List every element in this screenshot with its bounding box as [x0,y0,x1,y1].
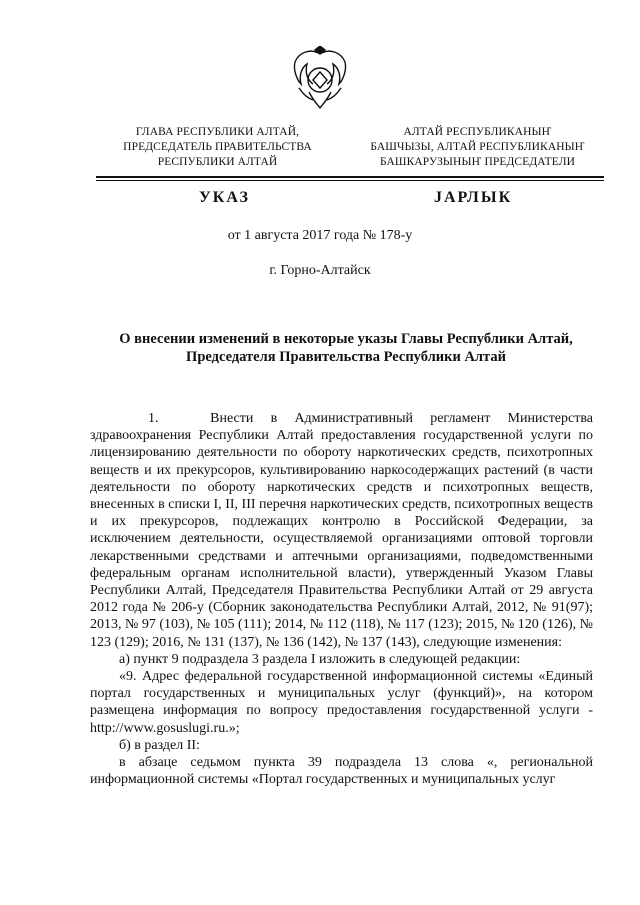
city-line: г. Горно-Алтайск [269,263,371,278]
header-right-line: БАШЧЫЗЫ, АЛТАЙ РЕСПУБЛИКАНЫҤ [370,141,585,153]
header-right-block [350,125,605,170]
header-right-line: БАШКАРУЗЫНЫҤ ПРЕДСЕДАТЕЛИ [379,156,576,168]
header-left-line: ГЛАВА РЕСПУБЛИКИ АЛТАЙ, [135,126,300,138]
document-body [90,410,593,788]
header-left-line: ПРЕДСЕДАТЕЛЬ ПРАВИТЕЛЬСТВА [123,141,312,153]
paragraph: в абзаце седьмом пункта 39 подраздела 13 слова «, региональной информационной системы «Портал государственных и муниципальных услуг [90,755,593,788]
paragraph: а) пункт 9 подраздела 3 раздела I изложить в следующей редакции: [119,651,521,667]
paragraph: «9. Адрес федеральной государственной информационной системы «Единый портал государственных и муниципальных услуг (функций)», на котором размещена информация по вопросу предоставления государственной услуги - http://www.gosuslugi.ru.»; [90,669,593,736]
header-divider-thick [96,176,604,178]
emblem-icon [291,46,349,112]
header-divider-thin [96,180,604,181]
doc-type-alt: JАРЛЫК [434,189,513,206]
header-right-line: АЛТАЙ РЕСПУБЛИКАНЫҤ [403,126,552,138]
header-left-line: РЕСПУБЛИКИ АЛТАЙ [157,156,278,168]
paragraph: 1. Внести в Административный регламент Министерства здравоохранения Республики Алтай предоставления государственной услуги по лицензированию деятельности по обороту наркотических средств, психотропных веществ и их прекурсоров, культивированию наркосодержащих растений (в части деятельности по обороту наркотических средств и психотропных веществ, внесенных в списки I, II, III перечня наркотических средств, психотропных веществ и их прекурсоров, подлежащих контролю в Российской Федерации, за исключением деятельности, осуществляемой организациями оптовой торговли лекарственными средствами и аптечными организациями, подведомственными федеральным органам исполнительной власти), утвержденный Указом Главы Республики Алтай, Председателя Правительства Республики Алтай от 29 августа 2012 года № 206-у (Сборник законодательства Республики Алтай, 2012, № 91(97); 2013, № 97 (103), № 105 (111); 2014, № 112 (118), № 117 (123); 2015, № 120 (126), № 123 (129); 2016, № 131 (137), № 136 (142), № 137 (143), следующие изменения: [90,411,593,650]
header-left-block [110,125,325,170]
doc-type-ru: УКАЗ [199,189,250,206]
paragraph: б) в раздел II: [119,737,200,753]
document-title: О внесении изменений в некоторые указы Главы Республики Алтай, Председателя Правительства Республики Алтай [119,331,573,365]
date-line: от 1 августа 2017 года № 178-у [227,228,413,243]
